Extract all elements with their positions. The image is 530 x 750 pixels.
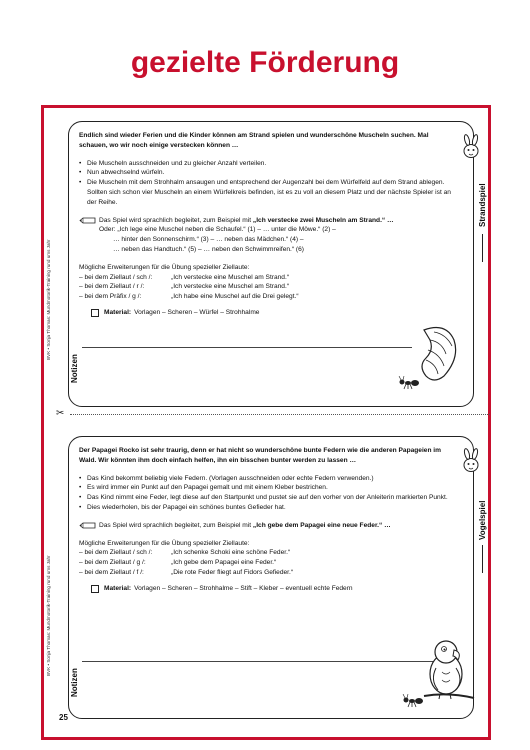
page-number: 25 xyxy=(59,713,68,722)
material-line xyxy=(79,308,454,318)
speech-phrase: „Ich verstecke zwei Muscheln am Strand.“ … xyxy=(252,216,394,224)
notes-label: Notizen xyxy=(70,668,79,697)
activity-card-strandspiel xyxy=(68,121,474,407)
extension-label: – bei dem Präfix / g /: xyxy=(79,293,142,301)
extension-row xyxy=(79,282,454,292)
material-text: Vorlagen – Scheren – Würfel – Strohhalme xyxy=(134,308,260,316)
card-intro: Endlich sind wieder Ferien und die Kinder können am Strand spielen und wunderschöne Muscheln suchen. Mal schauen, wo wir noch einige verstecken können … xyxy=(79,132,429,149)
instruction-item: • Nun abwechselnd würfeln. xyxy=(79,168,454,178)
extension-row xyxy=(79,568,454,578)
instruction-list xyxy=(79,474,454,513)
extension-row xyxy=(79,558,454,568)
scissors-icon: ✂ xyxy=(56,408,65,419)
extension-row xyxy=(79,273,454,283)
side-credit-bottom: BVK • Sonja Thomas: Mundmotorik-Training rund ums Jahr xyxy=(46,555,51,676)
extensions-title: Mögliche Erweiterungen für die Übung spezieller Ziellaute: xyxy=(79,263,250,271)
speech-prompt xyxy=(79,216,454,255)
side-tab-line xyxy=(478,545,487,573)
instruction-item: • Die Muscheln mit dem Strohhalm ansaugen und entsprechend der Augenzahl bei dem Würfelfeld auf dem Strand ablegen. Sollten sich schon vier Muscheln an einem Würfelkreis befinden, ist es zu voll an diesem Platz und der nächste Spieler ist an der Reihe. xyxy=(79,178,454,207)
speech-prompt xyxy=(79,521,454,531)
extension-example: „Ich gebe dem Papagei eine Feder.“ xyxy=(171,559,277,567)
instruction-item: • Es wird immer ein Punkt auf den Papagei gemalt und mit einem Kleber bestrichen. xyxy=(79,483,454,493)
rabbit-icon xyxy=(460,134,482,160)
rabbit-icon xyxy=(460,448,482,474)
extension-example: „Ich habe eine Muschel auf die Drei gelegt.“ xyxy=(171,293,299,301)
page-title: gezielte Förderung xyxy=(130,46,400,79)
speech-variant: … hinter den Sonnenschirm.“ (3) – … neben das Mädchen.“ (4) – xyxy=(113,236,304,244)
card-intro: Der Papagei Rocko ist sehr traurig, denn er hat nicht so wunderschöne bunte Federn wie die anderen Papageien im Wald. Wir könnten ihm doch einfach helfen, ihn ein bisschen bunter werden zu lassen … xyxy=(79,447,442,464)
instruction-item: • Die Muscheln ausschneiden und zu gleicher Anzahl verteilen. xyxy=(79,159,454,169)
speech-prefix: Das Spiel wird sprachlich begleitet, zum Beispiel mit xyxy=(99,216,253,224)
material-checkbox[interactable] xyxy=(91,585,99,593)
speech-prefix: Das Spiel wird sprachlich begleitet, zum Beispiel mit xyxy=(99,521,253,529)
extension-row xyxy=(79,292,454,302)
side-tab-line xyxy=(478,234,487,262)
speech-variant: … neben das Handtuch.“ (5) – … neben den Schwimmreifen.“ (6) xyxy=(113,245,304,253)
material-line xyxy=(79,584,454,594)
ant-icon xyxy=(398,376,420,390)
material-checkbox[interactable] xyxy=(91,309,99,317)
instruction-item: • Das Kind bekommt beliebig viele Federn. (Vorlagen ausschneiden oder echte Federn verwenden.) xyxy=(79,474,454,484)
parrot-icon xyxy=(420,636,476,704)
side-tab-strandspiel: Strandspiel xyxy=(478,183,487,227)
extension-example: „Ich verstecke eine Muschel am Strand.“ xyxy=(171,283,290,291)
extension-label: – bei dem Ziellaut / sch /: xyxy=(79,549,153,557)
extensions-title: Mögliche Erweiterungen für die Übung spezieller Ziellaute: xyxy=(79,539,250,547)
speech-phrase: „Ich gebe dem Papagei eine neue Feder.“ … xyxy=(252,521,391,529)
speech-variant: Oder: „Ich lege eine Muschel neben die Schaufel.“ (1) – … unter die Möwe.“ (2) – xyxy=(99,226,336,234)
notes-line xyxy=(82,347,412,348)
ant-icon xyxy=(402,694,424,708)
instruction-item: • Dies wiederholen, bis der Papagei ein schönes buntes Gefieder hat. xyxy=(79,503,454,513)
notes-label: Notizen xyxy=(70,354,79,383)
extension-row xyxy=(79,548,454,558)
extension-label: – bei dem Ziellaut / sch /: xyxy=(79,273,153,281)
extension-example: „Ich schenke Schoki eine schöne Feder.“ xyxy=(171,549,291,557)
activity-card-vogelspiel xyxy=(68,436,474,719)
material-label: Material: xyxy=(104,584,132,592)
seashell-icon xyxy=(416,322,460,386)
cut-line xyxy=(70,414,490,415)
notes-line xyxy=(82,661,438,662)
material-label: Material: xyxy=(104,308,132,316)
side-credit-top: BVK • Sonja Thomas: Mundmotorik-Training rund ums Jahr xyxy=(46,239,51,360)
material-text: Vorlagen – Scheren – Strohhalme – Stift – Kleber – eventuell echte Federn xyxy=(134,584,353,592)
side-tab-vogelspiel: Vogelspiel xyxy=(478,500,487,540)
extension-label: – bei dem Ziellaut / r /: xyxy=(79,283,145,291)
extension-example: „Die rote Feder fliegt auf Fidors Gefieder.“ xyxy=(171,568,294,576)
instruction-item: • Das Kind nimmt eine Feder, legt diese auf den Startpunkt und pustet sie auf den vorher von der Anleiterin markierten Punkt. xyxy=(79,493,454,503)
pencil-icon xyxy=(79,217,96,224)
extension-example: „Ich verstecke eine Muschel am Strand.“ xyxy=(171,273,290,281)
extension-label: – bei dem Ziellaut / g /: xyxy=(79,559,146,567)
pencil-icon xyxy=(79,522,96,529)
extension-label: – bei dem Ziellaut / f /: xyxy=(79,568,144,576)
instruction-list xyxy=(79,159,454,208)
